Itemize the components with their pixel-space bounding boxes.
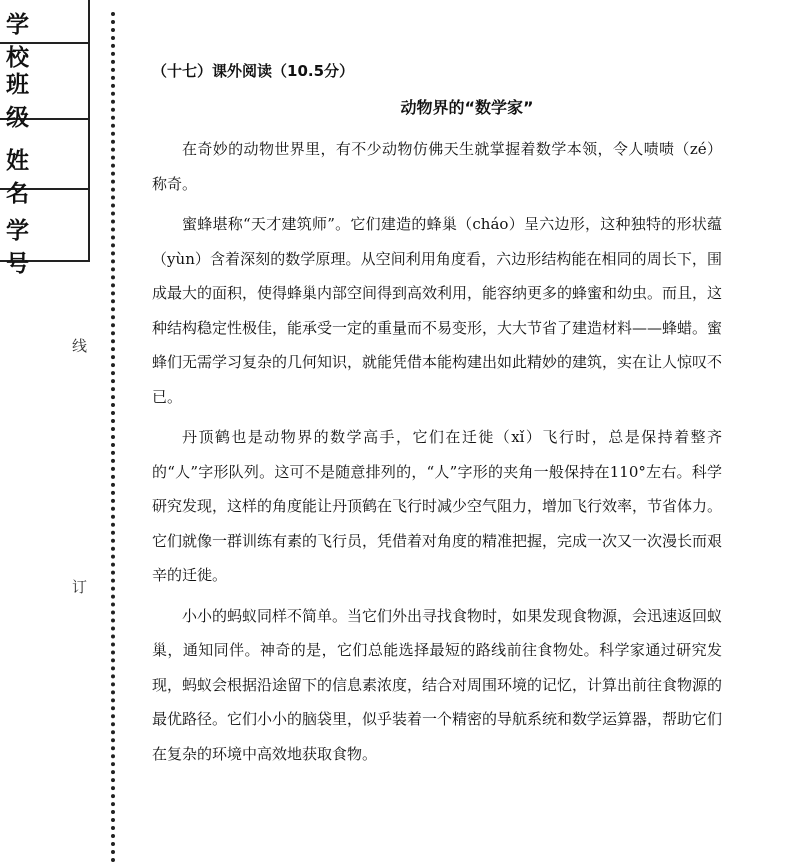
school-label: 学 校 (0, 0, 88, 44)
article-title: 动物界的“数学家” (400, 98, 534, 117)
student-info-table (0, 0, 90, 277)
paragraph-ants: 小小的蚂蚁同样不简单。当它们外出寻找食物时，如果发现食物源，会迅速返回蚁巢，通知同伴。神奇的是，它们总能选择最短的路线前往食物处。科学家通过研究发现，蚂蚁会根据沿途留下的信息素浓度，结合对周围环境的记忆，计算出前往食物源的最优路径。它们小小的脑袋里，似乎装着一个精密的导航系统和数学运算器，帮助它们在复杂的环境中高效地获取食物。 (152, 606, 723, 763)
name-label: 姓 名 (0, 120, 88, 190)
class-label: 班 级 (0, 44, 88, 120)
paragraph-bees: 蜜蜂堪称“天才建筑师”。它们建造的蜂巢（cháo）呈六边形，这种独特的形状蕴（yùn）含着深刻的数学原理。从空间利用角度看，六边形结构能在相同的周长下，围成最大的面积，使得蜂巢内部空间得到高效利用，能容纳更多的蜂蜜和幼虫。而且，这种结构稳定性极佳，能承受一定的重量而不易变形，大大节省了建造材料——蜂蜡。蜜蜂们无需学习复杂的几何知识，就能凭借本能构建出如此精妙的建筑，实在让人惊叹不已。 (152, 215, 723, 406)
seal-mark-line: 线 (72, 337, 88, 355)
student-id-label: 学 号 (0, 190, 88, 262)
paragraph-cranes: 丹顶鹤也是动物界的数学高手，它们在迁徙（xǐ）飞行时，总是保持着整齐的“人”字形队列。这可不是随意排列的，“人”字形的夹角一般保持在110°左右。科学研究发现，这样的角度能让丹顶鹤在飞行时减少空气阻力，增加飞行效率，节省体力。它们就像一群训练有素的飞行员，凭借着对角度的精准把握，完成一次又一次漫长而艰辛的迁徙。 (152, 428, 723, 584)
binding-dotted-line (111, 12, 115, 863)
seal-mark-bind: 订 (72, 578, 88, 596)
section-title: （十七）课外阅读（10.5分） (152, 62, 355, 80)
reading-content (152, 60, 722, 777)
paragraph-intro: 在奇妙的动物世界里，有不少动物仿佛天生就掌握着数学本领，令人啧啧（zé）称奇。 (152, 140, 722, 193)
